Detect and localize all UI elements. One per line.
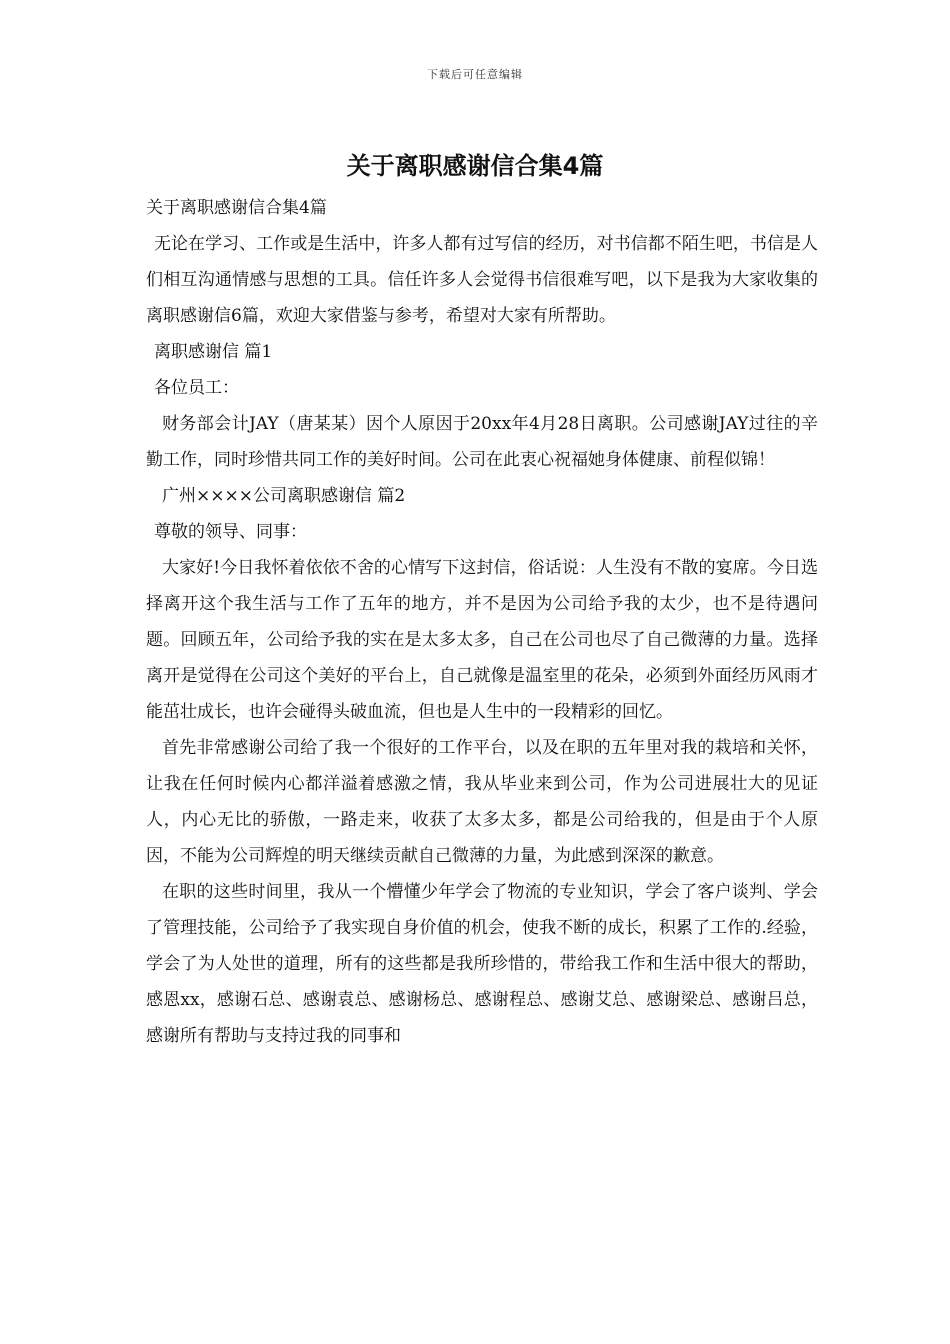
section-heading: 广州××××公司离职感谢信 篇2 xyxy=(162,486,406,506)
paragraph: 关于离职感谢信合集4篇 xyxy=(146,198,327,218)
salutation: 各位员工： xyxy=(154,378,239,398)
paragraph: 财务部会计JAY（唐某某）因个人原因于20xx年4月28日离职。公司感谢JAY过往的辛勤工作，同时珍惜共同工作的美好时间。公司在此衷心祝福她身体健康、前程似锦！ xyxy=(146,414,818,470)
paragraph: 首先非常感谢公司给了我一个很好的工作平台，以及在职的五年里对我的栽培和关怀，让我在任何时候内心都洋溢着感激之情，我从毕业来到公司，作为公司进展壮大的见证人，内心无比的骄傲，一路走来，收获了太多太多，都是公司给我的，但是由于个人原因，不能为公司辉煌的明天继续贡献自己微薄的力量，为此感到深深的歉意。 xyxy=(146,738,818,866)
section-heading: 离职感谢信 篇1 xyxy=(154,342,273,362)
document-title: 关于离职感谢信合集4篇 xyxy=(346,152,604,180)
paragraph: 大家好!今日我怀着依依不舍的心情写下这封信，俗话说：人生没有不散的宴席。今日选择离开这个我生活与工作了五年的地方，并不是因为公司给予我的太少，也不是待遇问题。回顾五年，公司给予我的实在是太多太多，自己在公司也尽了自己微薄的力量。选择离开是觉得在公司这个美好的平台上，自己就像是温室里的花朵，必须到外面经历风雨才能茁壮成长，也许会碰得头破血流，但也是人生中的一段精彩的回忆。 xyxy=(146,558,818,722)
document-body xyxy=(146,190,818,1054)
paragraph: 在职的这些时间里，我从一个懵懂少年学会了物流的专业知识，学会了客户谈判、学会了管理技能，公司给予了我实现自身价值的机会，使我不断的成长，积累了工作的.经验，学会了为人处世的道理，所有的这些都是我所珍惜的，带给我工作和生活中很大的帮助，感恩xx，感谢石总、感谢袁总、感谢杨总、感谢程总、感谢艾总、感谢梁总、感谢吕总，感谢所有帮助与支持过我的同事和 xyxy=(146,882,818,1046)
salutation: 尊敬的领导、同事： xyxy=(154,522,307,542)
paragraph: 无论在学习、工作或是生活中，许多人都有过写信的经历，对书信都不陌生吧，书信是人们相互沟通情感与思想的工具。信任许多人会觉得书信很难写吧，以下是我为大家收集的离职感谢信6篇，欢迎大家借鉴与参考，希望对大家有所帮助。 xyxy=(146,234,818,326)
header-note: 下载后可任意编辑 xyxy=(427,68,523,81)
